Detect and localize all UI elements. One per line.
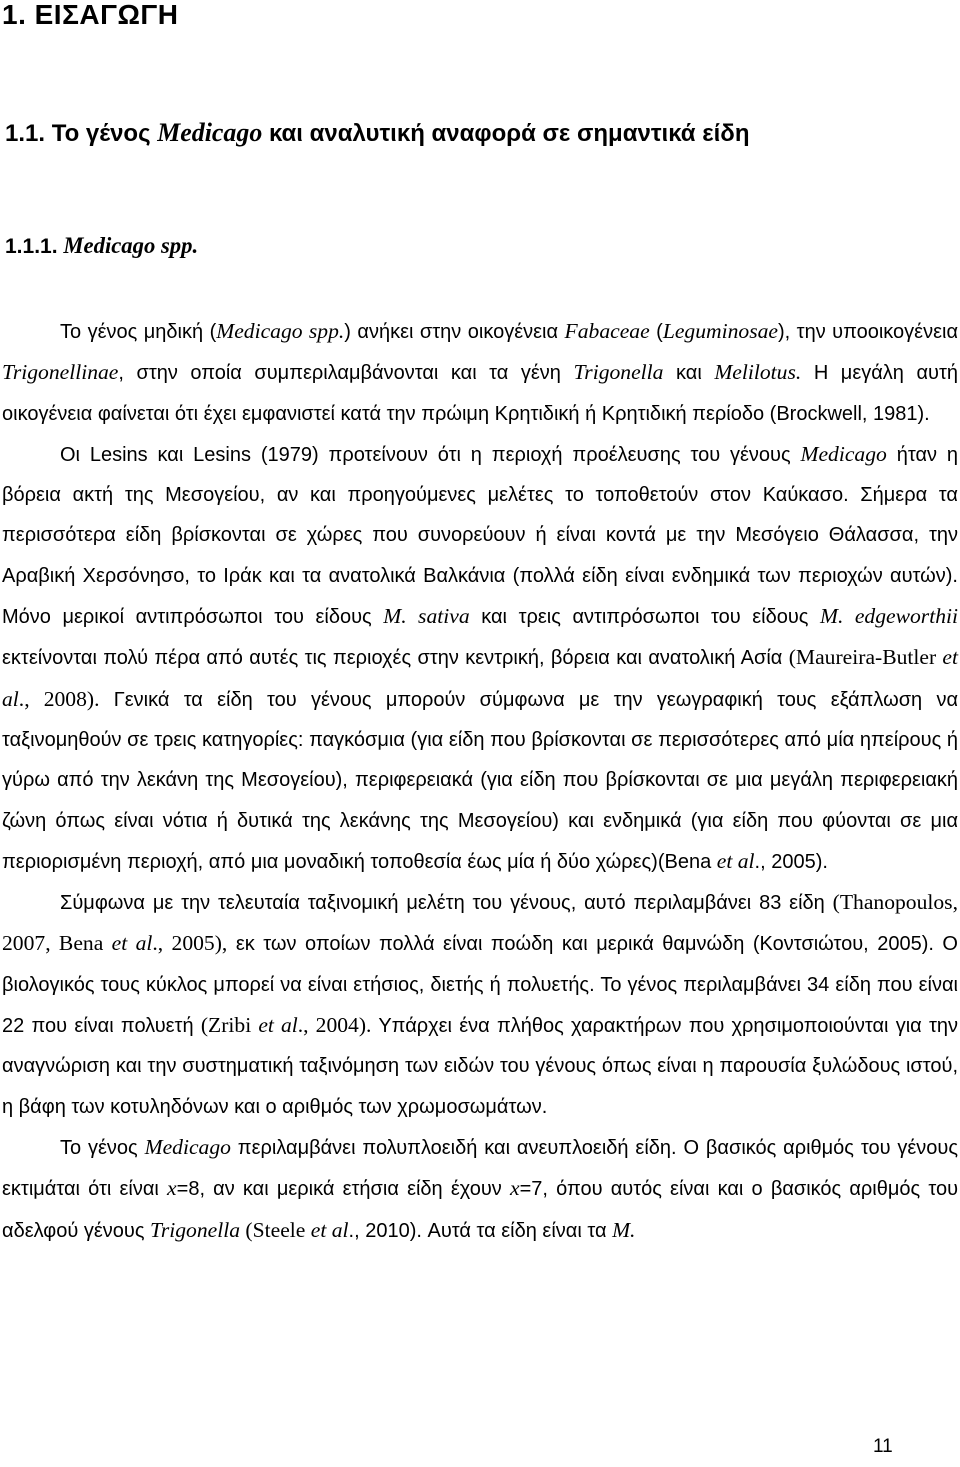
italic-run: Trigonellinae xyxy=(2,360,119,385)
citation-run: ., 2008). xyxy=(18,686,100,711)
paragraph-2 xyxy=(2,434,958,882)
italic-run: Medicago xyxy=(144,1134,231,1159)
italic-run: Fabaceae xyxy=(564,319,650,343)
citation-run: (Zribi xyxy=(200,1013,259,1038)
text-run: Σύμφωνα με την τελευταία ταξινομική μελέτη του γένους, αυτό περιλαμβάνει 83 είδη xyxy=(60,892,833,915)
chapter-heading: 1. ΕΙΣΑΓΩΓΗ xyxy=(2,0,179,30)
page-number: 11 xyxy=(873,1436,893,1457)
text-run: =7, όπου αυτός είναι και ο βασικός αριθμός του αδελφού γένους xyxy=(2,1178,959,1242)
italic-run: et al xyxy=(258,1013,298,1038)
text-run: ., 2005). xyxy=(754,850,828,873)
subsection-heading-genus: Medicago spp. xyxy=(63,233,199,258)
section-heading-genus: Medicago xyxy=(157,118,263,147)
italic-run: Trigonella xyxy=(573,360,664,385)
italic-run: et al xyxy=(716,848,755,873)
section-heading xyxy=(5,118,750,149)
paragraph-1 xyxy=(2,311,958,434)
citation-run: ., 2004). xyxy=(297,1013,372,1038)
italic-run: et al xyxy=(2,645,958,711)
section-heading-prefix: 1.1. Το γένος xyxy=(5,120,158,147)
italic-run: Medicago xyxy=(800,441,887,466)
text-run: και xyxy=(663,362,715,385)
body-text xyxy=(2,311,958,1251)
paragraph-3 xyxy=(2,882,958,1127)
text-run: ( xyxy=(649,321,663,343)
italic-run: x xyxy=(509,1176,520,1201)
italic-run: Melilotus. xyxy=(714,360,802,385)
text-run: ) ανήκει στην οικογένεια xyxy=(344,321,565,343)
italic-run: M. xyxy=(612,1217,636,1242)
text-run: ήταν η βόρεια ακτή της Μεσογείου, αν και προηγούμενες μελέτες το τοποθετούν στον Καύκασο. Σήμερα τα περισσότερα είδη βρίσκονται σε χώρες που συνορεύουν ή είναι κοντά με την Μεσόγειο Θάλασσα, την Αραβική Χερσόνησο, το Ιράκ και τα ανατολικά Βαλκάνια (πολλά είδη είναι ενδημικά των περιοχών αυτών). Μόνο μερικοί αντιπρόσωποι του είδους xyxy=(2,443,958,629)
text-run: , στην οποία συμπεριλαμβάνονται και τα γένη xyxy=(118,362,574,385)
section-heading-rest: και αναλυτική αναφορά σε σημαντικά είδη xyxy=(262,120,750,147)
italic-run: x xyxy=(167,1176,177,1201)
italic-run: et al xyxy=(310,1217,349,1242)
text-run: Γενικά τα είδη του γένους μπορούν σύμφωνα με την γεωγραφική τους εξάπλωση να ταξινομηθούν σε τρεις κατηγορίες: παγκόσμια (για είδη που βρίσκονται σε περισσότερες από μία ηπείρους ή γύρω από την λεκάνη της Μεσογείου), περιφερειακά (για είδη που βρίσκονται σε μια μεγάλη περιφερειακή ζώνη όπως είναι νότια ή δυτικά της λεκάνης της Μεσογείου) και ενδημικά (για είδη που φύονται σε μια περιορισμένη περιοχή, από μια μοναδική τοποθεσία έως μία ή δύο χώρες)(Bena xyxy=(2,688,959,873)
text-run: και τρεις αντιπρόσωποι του είδους xyxy=(469,606,821,629)
subsection-heading xyxy=(5,232,198,261)
text-run: ., 2010). Αυτά τα είδη είναι τα xyxy=(348,1219,613,1242)
text-run: Το γένος μηδική ( xyxy=(60,321,217,343)
citation-run: ., 2005), xyxy=(152,931,228,956)
text-run: Οι Lesins και Lesins (1979) προτείνουν ότι η περιοχή προέλευσης του γένους xyxy=(60,443,801,466)
text-run: περιλαμβάνει πολυπλοειδή και ανευπλοειδή είδη. Ο βασικός αριθμός του γένους εκτιμάται ότι είναι xyxy=(2,1136,958,1201)
italic-run: Leguminosae xyxy=(662,319,778,343)
paragraph-4 xyxy=(2,1127,958,1251)
text-run: Η μεγάλη αυτή οικογένεια φαίνεται ότι έχει εμφανιστεί κατά την πρώιμη Κρητιδική ή Κρητιδική περίοδο (Brockwell, 1981). xyxy=(2,362,958,425)
text-run: Το γένος xyxy=(60,1136,145,1159)
text-run: ), την υποοικογένεια xyxy=(777,321,959,343)
citation-run: (Maureira-Butler xyxy=(788,645,943,670)
italic-run: Medicago spp. xyxy=(216,319,345,343)
text-run: =8, αν και μερικά ετήσια είδη έχουν xyxy=(176,1178,510,1201)
italic-run: et al xyxy=(111,931,153,956)
citation-run: (Thanopoulos, 2007, Bena xyxy=(2,890,958,956)
text-run: εκτείνονται πολύ πέρα από αυτές τις περιοχές στην κεντρική, βόρεια και ανατολική Ασία xyxy=(2,647,789,670)
italic-run: M. edgeworthii xyxy=(820,604,959,629)
italic-run: M. sativa xyxy=(383,604,470,629)
text-run: Υπάρχει ένα πλήθος χαρακτήρων που χρησιμοποιούνται για την αναγνώριση και την συστηματική ταξινόμηση των ειδών του γένους όπως είναι η παρουσία ξυλώδους ιστού, η βάφη των κοτυληδόνων και ο αριθμός των χρωμοσωμάτων. xyxy=(2,1015,958,1118)
text-run: εκ των οποίων πολλά είναι ποώδη και μερικά θαμνώδη (Κοντσιώτου, 2005). Ο βιολογικός τους κύκλος μπορεί να είναι ετήσιος, διετής ή πολυετής. Το γένος περιλαμβάνει 34 είδη που είναι 22 που είναι πολυετή xyxy=(2,933,958,1038)
italic-run: Trigonella xyxy=(150,1217,241,1242)
citation-run: (Steele xyxy=(240,1217,311,1242)
subsection-heading-number: 1.1.1. xyxy=(5,235,64,258)
